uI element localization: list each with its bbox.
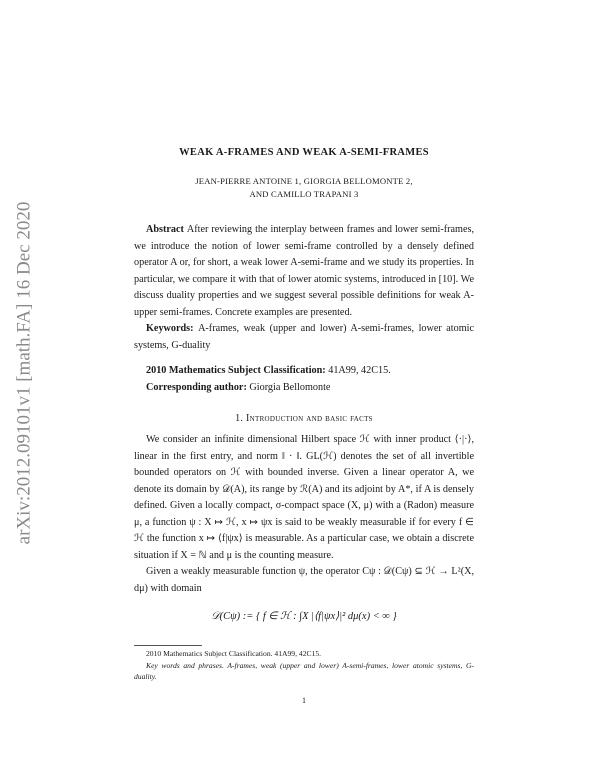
corresponding-text: Giorgia Bellomonte [249,381,331,393]
keywords-text: A-frames, weak (upper and lower) A-semi-frames, lower atomic systems, G-duality [134,323,474,351]
page-number: 1 [302,696,306,705]
paper-title: WEAK A-FRAMES AND WEAK A-SEMI-FRAMES [179,147,429,158]
footnote-divider [134,645,202,646]
section-body [134,432,474,597]
classification [134,363,474,396]
arxiv-stamp [8,176,40,570]
footnotes [134,648,474,683]
arxiv-stamp-text: arXiv:2012.09101v1 [math.FA] 16 Dec 2020 [13,201,34,545]
footnote-msc: 2010 Mathematics Subject Classification. 41A99, 42C15. [146,649,322,658]
paragraph-1: We consider an infinite dimensional Hilbert space ℋ with inner product ⟨·|·⟩, linear in the first entry, and norm ‖ · ‖. GL(ℋ) denotes the set of all invertible bounded operators on ℋ with bounded inverse. Given a linear operator A, we denote its domain by 𝒟(A), its range by ℛ(A) and its adjoint by A*, if A is densely defined. Given a locally compact, σ-compact space (X, μ) with a (Radon) measure μ, a function ψ : X ↦ ℋ, x ↦ ψx is said to be weakly measurable if for every f ∈ ℋ the function x ↦ ⟨f|ψx⟩ is measurable. As a particular case, we obtain a discrete situation if X = ℕ and μ is the counting measure. [134,434,474,561]
abstract-text: After reviewing the interplay between frames and lower semi-frames, we introduce the notion of lower semi-frame controlled by a densely defined operator A or, for short, a weak lower A-semi-frame and we study its properties. In particular, we compare it with that of lower atomic systems, introduced in [10]. We discuss duality properties and we suggest several possible definitions for weak A-upper semi-frames. Concrete examples are presented. [134,224,475,318]
paragraph-2: Given a weakly measurable function ψ, the operator Cψ : 𝒟(Cψ) ⊆ ℋ → L²(X, dμ) with domain [134,566,474,594]
domain-equation: 𝒟(Cψ) := { f ∈ ℋ : ∫X |⟨f|ψx⟩|² dμ(x) < ∞ } [211,611,397,622]
abstract-label: Abstract [146,224,184,235]
msc-text: 41A99, 42C15. [328,365,391,376]
msc-label: 2010 Mathematics Subject Classification: [146,365,326,376]
section-heading: 1. Introduction and basic facts [235,413,373,424]
footnote-keywords: Key words and phrases. A-frames, weak (upper and lower) A-semi-frames, lower atomic systems, G-duality. [134,660,474,681]
keywords-label: Keywords: [146,323,194,334]
abstract [134,222,474,354]
authors-line-2: AND CAMILLO TRAPANI 3 [249,189,359,199]
authors-line-1: JEAN-PIERRE ANTOINE 1, GIORGIA BELLOMONTE 2, [195,176,413,186]
corresponding-label: Corresponding author: [146,381,247,393]
